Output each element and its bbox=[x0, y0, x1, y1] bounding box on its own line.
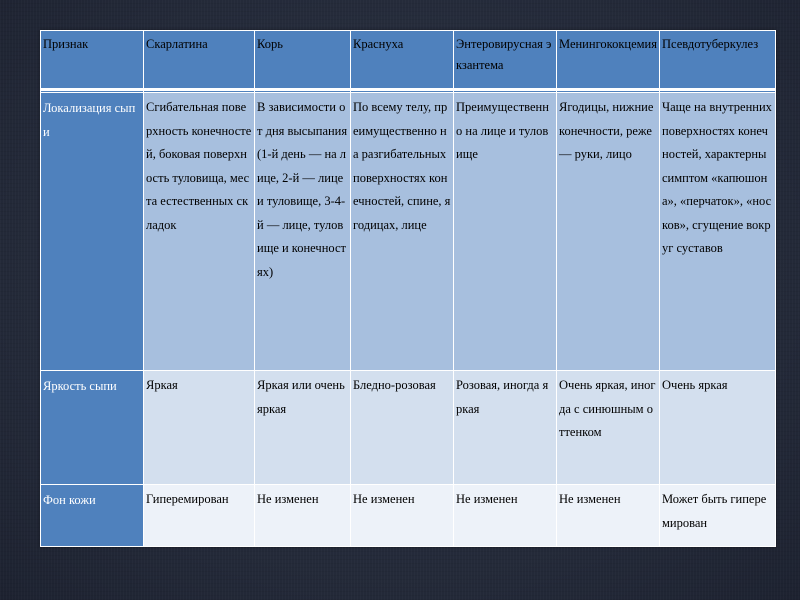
table-cell: Может быть гиперемирован bbox=[660, 485, 776, 547]
header-cell-feature: Признак bbox=[41, 31, 144, 93]
table-row bbox=[41, 371, 776, 485]
comparison-table bbox=[40, 30, 776, 547]
table-cell: Очень яркая bbox=[660, 371, 776, 485]
table-cell: Не изменен bbox=[351, 485, 454, 547]
header-cell-rubella: Краснуха bbox=[351, 31, 454, 93]
table-header-row bbox=[41, 31, 776, 93]
table-cell: Не изменен bbox=[557, 485, 660, 547]
table-cell: Бледно-розовая bbox=[351, 371, 454, 485]
row-label-skin-background: Фон кожи bbox=[41, 485, 144, 547]
table-row bbox=[41, 485, 776, 547]
header-divider bbox=[40, 88, 775, 91]
table-cell: Гиперемирован bbox=[144, 485, 255, 547]
table-cell: Не изменен bbox=[454, 485, 557, 547]
table-cell: Очень яркая, иногда с синюшным оттенком bbox=[557, 371, 660, 485]
table-cell: По всему телу, преимущественно на разгибательных поверхностях конечностей, спине, ягодицах, лице bbox=[351, 93, 454, 371]
table-cell: Сгибательная поверхность конечностей, боковая поверхность туловища, места естественных складок bbox=[144, 93, 255, 371]
table-row bbox=[41, 93, 776, 371]
table-cell: Ягодицы, нижние конечности, реже — руки, лицо bbox=[557, 93, 660, 371]
header-cell-measles: Корь bbox=[255, 31, 351, 93]
header-cell-pseudotuberculosis: Псевдотуберкулез bbox=[660, 31, 776, 93]
table-cell: Преимущественно на лице и туловище bbox=[454, 93, 557, 371]
table-cell: Не изменен bbox=[255, 485, 351, 547]
table-cell: Розовая, иногда яркая bbox=[454, 371, 557, 485]
table-cell: Яркая или очень яркая bbox=[255, 371, 351, 485]
table-cell: Яркая bbox=[144, 371, 255, 485]
row-label-rash-location: Локализация сыпи bbox=[41, 93, 144, 371]
header-cell-meningococcemia: Менингококцемия bbox=[557, 31, 660, 93]
table-cell: В зависимости от дня высыпания (1-й день — на лице, 2-й — лице и туловище, 3-4-й — лице, туловище и конечностях) bbox=[255, 93, 351, 371]
header-cell-enteroviral-exanthema: Энтеровирусная экзантема bbox=[454, 31, 557, 93]
row-label-rash-brightness: Яркость сыпи bbox=[41, 371, 144, 485]
table-cell: Чаще на внутренних поверхностях конечностей, характерны симптом «капюшона», «перчаток», «носков», сгущение вокруг суставов bbox=[660, 93, 776, 371]
header-cell-scarlet-fever: Скарлатина bbox=[144, 31, 255, 93]
